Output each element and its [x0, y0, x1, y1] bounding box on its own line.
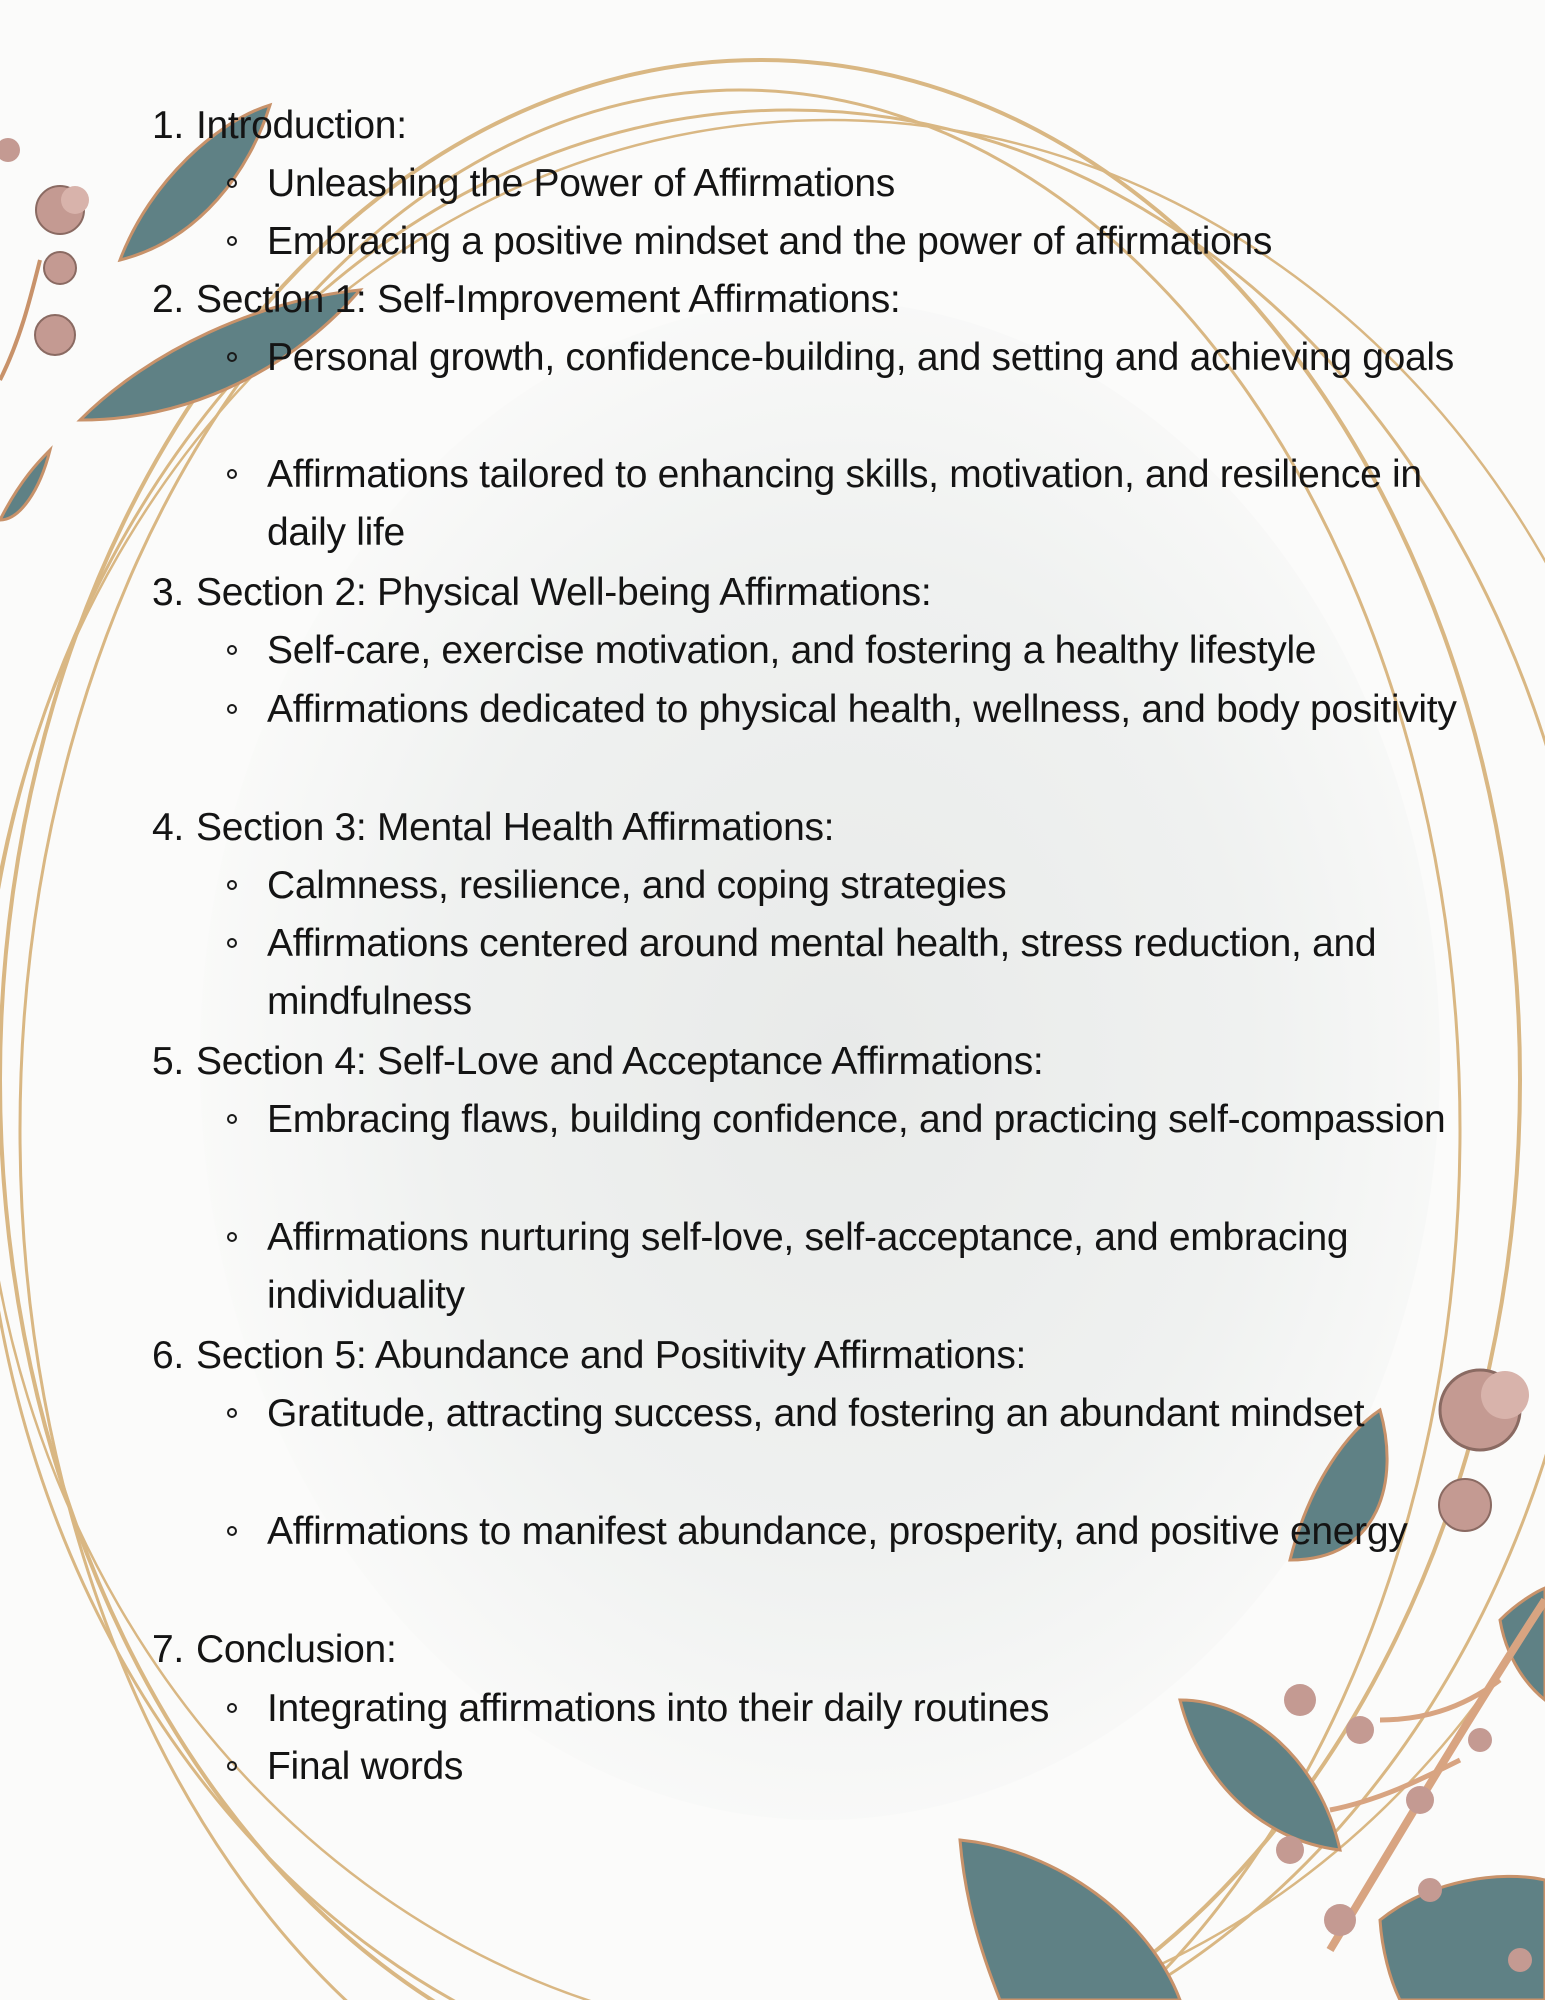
list-item-text: Affirmations tailored to enhancing skills, motivation, and resilience in daily life [267, 453, 1422, 554]
circle-bullet-icon [227, 1232, 237, 1242]
section-number: 6. [152, 1334, 184, 1377]
section-heading [152, 799, 834, 857]
section-number: 2. [152, 278, 184, 321]
list-item [267, 1680, 1497, 1738]
circle-bullet-icon [227, 1761, 237, 1771]
circle-bullet-icon [227, 1114, 237, 1124]
circle-bullet-icon [227, 704, 237, 714]
section-title: Section 4: Self-Love and Acceptance Affirmations: [196, 1040, 1044, 1083]
list-item-text: Embracing a positive mindset and the power of affirmations [267, 220, 1273, 263]
list-item [267, 681, 1497, 739]
section-title: Section 2: Physical Well-being Affirmations: [196, 571, 932, 614]
list-item [267, 1503, 1497, 1561]
list-item-text: Integrating affirmations into their daily routines [267, 1687, 1050, 1730]
circle-bullet-icon [227, 880, 237, 890]
list-item [267, 1385, 1497, 1443]
list-item-text: Gratitude, attracting success, and fostering an abundant mindset [267, 1392, 1365, 1435]
section-title: Conclusion: [196, 1628, 397, 1671]
circle-bullet-icon [227, 1526, 237, 1536]
list-item [267, 155, 1497, 213]
circle-bullet-icon [227, 1703, 237, 1713]
list-item-text: Final words [267, 1745, 464, 1788]
list-item [267, 857, 1497, 915]
section-heading [152, 1621, 396, 1679]
section-number: 4. [152, 806, 184, 849]
section-number: 7. [152, 1628, 184, 1671]
list-item-text: Affirmations centered around mental health, stress reduction, and mindfulness [267, 922, 1377, 1023]
list-item-text: Calmness, resilience, and coping strategies [267, 864, 1007, 907]
list-item [267, 1091, 1497, 1149]
list-item-text: Affirmations to manifest abundance, prosperity, and positive energy [267, 1510, 1408, 1553]
list-item [267, 329, 1497, 387]
section-title: Introduction: [196, 104, 407, 147]
section-heading [152, 271, 900, 329]
list-item-text: Unleashing the Power of Affirmations [267, 162, 895, 205]
section-heading [152, 564, 931, 622]
list-item-text: Affirmations dedicated to physical health, wellness, and body positivity [267, 688, 1457, 731]
section-title: Section 1: Self-Improvement Affirmations: [196, 278, 901, 321]
list-item [267, 915, 1497, 1031]
circle-bullet-icon [227, 469, 237, 479]
list-item-text: Self-care, exercise motivation, and fostering a healthy lifestyle [267, 629, 1317, 672]
list-item-text: Affirmations nurturing self-love, self-acceptance, and embracing individuality [267, 1216, 1349, 1317]
circle-bullet-icon [227, 352, 237, 362]
list-item [267, 1738, 1497, 1796]
list-item [267, 213, 1497, 271]
list-item [267, 446, 1497, 562]
circle-bullet-icon [227, 1408, 237, 1418]
list-item [267, 622, 1497, 680]
section-title: Section 3: Mental Health Affirmations: [196, 806, 835, 849]
list-item-text: Personal growth, confidence-building, and setting and achieving goals [267, 336, 1454, 379]
section-number: 3. [152, 571, 184, 614]
section-heading [152, 1327, 1026, 1385]
circle-bullet-icon [227, 938, 237, 948]
section-heading [152, 97, 407, 155]
section-number: 5. [152, 1040, 184, 1083]
circle-bullet-icon [227, 178, 237, 188]
circle-bullet-icon [227, 645, 237, 655]
list-item [267, 1209, 1497, 1325]
section-number: 1. [152, 104, 184, 147]
section-title: Section 5: Abundance and Positivity Affirmations: [196, 1334, 1027, 1377]
circle-bullet-icon [227, 236, 237, 246]
section-heading [152, 1033, 1043, 1091]
list-item-text: Embracing flaws, building confidence, and practicing self-compassion [267, 1098, 1446, 1141]
